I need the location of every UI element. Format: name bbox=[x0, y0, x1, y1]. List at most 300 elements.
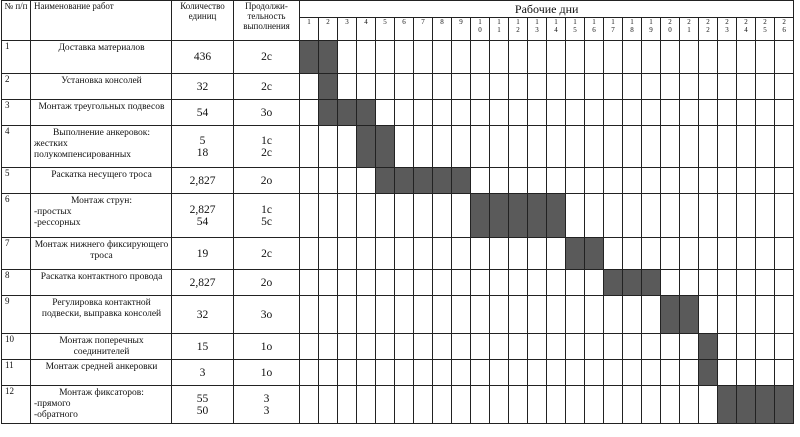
day-number-digit: 2 bbox=[706, 18, 710, 26]
quantity-value: 32 bbox=[196, 80, 209, 93]
quantity-cell bbox=[172, 126, 234, 168]
header-num: № п/п bbox=[2, 1, 31, 41]
table-row bbox=[2, 41, 794, 74]
gantt-empty-cell bbox=[357, 386, 376, 424]
quantity-value: 3 bbox=[199, 366, 206, 379]
gantt-empty-cell bbox=[642, 194, 661, 238]
gantt-bar-cell bbox=[376, 168, 395, 194]
gantt-empty-cell bbox=[452, 194, 471, 238]
gantt-empty-cell bbox=[566, 41, 585, 74]
gantt-empty-cell bbox=[680, 194, 699, 238]
gantt-empty-cell bbox=[756, 296, 775, 334]
day-number-13 bbox=[528, 18, 547, 41]
gantt-empty-cell bbox=[300, 238, 319, 270]
work-subitem: полукомпенсированных bbox=[34, 150, 131, 160]
gantt-empty-cell bbox=[547, 74, 566, 100]
day-number-23 bbox=[718, 18, 737, 41]
day-number-15 bbox=[566, 18, 585, 41]
gantt-empty-cell bbox=[452, 41, 471, 74]
quantity-value: 18 bbox=[196, 146, 209, 159]
gantt-empty-cell bbox=[775, 270, 794, 296]
gantt-empty-cell bbox=[661, 238, 680, 270]
gantt-empty-cell bbox=[471, 360, 490, 386]
duration-cell bbox=[234, 238, 300, 270]
gantt-empty-cell bbox=[718, 270, 737, 296]
day-number-17 bbox=[604, 18, 623, 41]
gantt-empty-cell bbox=[642, 126, 661, 168]
gantt-empty-cell bbox=[395, 296, 414, 334]
work-name-cell bbox=[31, 386, 172, 424]
gantt-empty-cell bbox=[395, 194, 414, 238]
gantt-empty-cell bbox=[775, 126, 794, 168]
duration-value: 3 bbox=[263, 404, 270, 417]
gantt-empty-cell bbox=[680, 386, 699, 424]
gantt-empty-cell bbox=[642, 74, 661, 100]
gantt-empty-cell bbox=[547, 334, 566, 360]
gantt-empty-cell bbox=[661, 270, 680, 296]
gantt-empty-cell bbox=[680, 360, 699, 386]
gantt-empty-cell bbox=[433, 296, 452, 334]
gantt-empty-cell bbox=[528, 168, 547, 194]
quantity-cell bbox=[172, 238, 234, 270]
day-number-16 bbox=[585, 18, 604, 41]
duration-value: 3о bbox=[260, 106, 273, 119]
table-row bbox=[2, 194, 794, 238]
gantt-empty-cell bbox=[338, 74, 357, 100]
gantt-empty-cell bbox=[452, 74, 471, 100]
gantt-empty-cell bbox=[433, 386, 452, 424]
day-number-digit: 9 bbox=[649, 26, 653, 34]
gantt-empty-cell bbox=[566, 270, 585, 296]
gantt-empty-cell bbox=[585, 334, 604, 360]
work-name-cell bbox=[31, 126, 172, 168]
gantt-empty-cell bbox=[604, 334, 623, 360]
gantt-empty-cell bbox=[471, 334, 490, 360]
gantt-empty-cell bbox=[718, 126, 737, 168]
table-row bbox=[2, 238, 794, 270]
gantt-bar-cell bbox=[775, 386, 794, 424]
gantt-empty-cell bbox=[547, 126, 566, 168]
day-number-digit: 2 bbox=[782, 18, 786, 26]
gantt-empty-cell bbox=[471, 296, 490, 334]
gantt-empty-cell bbox=[604, 41, 623, 74]
quantity-value: 2,827 bbox=[189, 203, 216, 216]
gantt-bar-cell bbox=[737, 386, 756, 424]
day-number-digit: 1 bbox=[497, 18, 501, 26]
quantity-cell bbox=[172, 270, 234, 296]
gantt-empty-cell bbox=[661, 126, 680, 168]
work-name-cell bbox=[31, 41, 172, 74]
gantt-empty-cell bbox=[661, 41, 680, 74]
table-row bbox=[2, 296, 794, 334]
gantt-empty-cell bbox=[490, 334, 509, 360]
gantt-empty-cell bbox=[433, 194, 452, 238]
gantt-empty-cell bbox=[471, 238, 490, 270]
quantity-cell bbox=[172, 194, 234, 238]
row-number: 5 bbox=[2, 168, 31, 194]
gantt-empty-cell bbox=[699, 194, 718, 238]
gantt-empty-cell bbox=[357, 194, 376, 238]
day-number-3 bbox=[338, 18, 357, 41]
gantt-bar-cell bbox=[319, 100, 338, 126]
gantt-empty-cell bbox=[680, 168, 699, 194]
gantt-empty-cell bbox=[509, 334, 528, 360]
gantt-bar-cell bbox=[452, 168, 471, 194]
gantt-empty-cell bbox=[300, 74, 319, 100]
day-number-digit: 3 bbox=[535, 26, 539, 34]
work-name: Установка консолей bbox=[61, 76, 142, 86]
gantt-empty-cell bbox=[642, 41, 661, 74]
gantt-empty-cell bbox=[775, 238, 794, 270]
gantt-empty-cell bbox=[604, 386, 623, 424]
gantt-empty-cell bbox=[604, 360, 623, 386]
gantt-empty-cell bbox=[509, 41, 528, 74]
gantt-empty-cell bbox=[357, 270, 376, 296]
gantt-empty-cell bbox=[699, 168, 718, 194]
duration-cell bbox=[234, 100, 300, 126]
day-number-digit: 2 bbox=[668, 18, 672, 26]
gantt-empty-cell bbox=[433, 74, 452, 100]
day-number-digit: 1 bbox=[307, 18, 311, 26]
day-number-7 bbox=[414, 18, 433, 41]
day-number-digit: 2 bbox=[725, 18, 729, 26]
gantt-empty-cell bbox=[414, 386, 433, 424]
day-number-11 bbox=[490, 18, 509, 41]
gantt-empty-cell bbox=[737, 74, 756, 100]
day-number-10 bbox=[471, 18, 490, 41]
gantt-empty-cell bbox=[376, 194, 395, 238]
gantt-bar-cell bbox=[547, 194, 566, 238]
gantt-empty-cell bbox=[737, 296, 756, 334]
gantt-empty-cell bbox=[509, 74, 528, 100]
day-number-21 bbox=[680, 18, 699, 41]
gantt-empty-cell bbox=[680, 238, 699, 270]
table-row bbox=[2, 386, 794, 424]
gantt-empty-cell bbox=[471, 74, 490, 100]
gantt-empty-cell bbox=[490, 126, 509, 168]
row-number: 2 bbox=[2, 74, 31, 100]
gantt-empty-cell bbox=[699, 238, 718, 270]
work-name: Выполнение анкеровок: bbox=[52, 128, 151, 138]
gantt-empty-cell bbox=[547, 296, 566, 334]
gantt-empty-cell bbox=[528, 100, 547, 126]
gantt-empty-cell bbox=[319, 296, 338, 334]
gantt-empty-cell bbox=[300, 194, 319, 238]
gantt-empty-cell bbox=[319, 238, 338, 270]
row-number: 6 bbox=[2, 194, 31, 238]
gantt-empty-cell bbox=[338, 334, 357, 360]
work-name: Монтаж средней анкеровки bbox=[45, 362, 158, 372]
gantt-empty-cell bbox=[718, 360, 737, 386]
gantt-bar-cell bbox=[699, 360, 718, 386]
work-name: Раскатка несущего троса bbox=[51, 170, 152, 180]
day-number-digit: 2 bbox=[687, 18, 691, 26]
gantt-empty-cell bbox=[509, 126, 528, 168]
header-working-days: Рабочие дни bbox=[300, 1, 794, 18]
gantt-empty-cell bbox=[699, 126, 718, 168]
gantt-empty-cell bbox=[756, 168, 775, 194]
day-number-digit: 3 bbox=[725, 26, 729, 34]
gantt-empty-cell bbox=[547, 238, 566, 270]
gantt-empty-cell bbox=[566, 360, 585, 386]
gantt-empty-cell bbox=[737, 360, 756, 386]
gantt-empty-cell bbox=[300, 360, 319, 386]
gantt-empty-cell bbox=[623, 296, 642, 334]
gantt-empty-cell bbox=[547, 270, 566, 296]
work-subitem: -простых bbox=[34, 207, 72, 217]
day-number-digit: 0 bbox=[478, 26, 482, 34]
header-qty: Количество единиц bbox=[172, 1, 234, 41]
gantt-empty-cell bbox=[737, 168, 756, 194]
gantt-empty-cell bbox=[642, 100, 661, 126]
table-row bbox=[2, 126, 794, 168]
quantity-cell bbox=[172, 100, 234, 126]
gantt-empty-cell bbox=[680, 74, 699, 100]
row-number: 12 bbox=[2, 386, 31, 424]
gantt-empty-cell bbox=[547, 41, 566, 74]
quantity-value: 2,827 bbox=[189, 276, 216, 289]
gantt-empty-cell bbox=[642, 168, 661, 194]
gantt-empty-cell bbox=[756, 270, 775, 296]
day-number-digit: 2 bbox=[763, 18, 767, 26]
gantt-empty-cell bbox=[566, 100, 585, 126]
gantt-empty-cell bbox=[623, 100, 642, 126]
header-duration: Продолжи-тельность выполнения bbox=[234, 1, 300, 41]
gantt-empty-cell bbox=[737, 41, 756, 74]
table-row bbox=[2, 270, 794, 296]
gantt-empty-cell bbox=[699, 270, 718, 296]
work-name-cell bbox=[31, 74, 172, 100]
duration-value: 3о bbox=[260, 308, 273, 321]
gantt-empty-cell bbox=[319, 360, 338, 386]
work-name: Монтаж нижнего фиксирующего троса bbox=[34, 240, 169, 261]
gantt-empty-cell bbox=[737, 100, 756, 126]
gantt-empty-cell bbox=[395, 100, 414, 126]
gantt-empty-cell bbox=[661, 74, 680, 100]
gantt-empty-cell bbox=[300, 270, 319, 296]
gantt-empty-cell bbox=[528, 270, 547, 296]
quantity-cell bbox=[172, 386, 234, 424]
quantity-value: 2,827 bbox=[189, 174, 216, 187]
quantity-value: 50 bbox=[196, 404, 209, 417]
gantt-empty-cell bbox=[395, 41, 414, 74]
gantt-empty-cell bbox=[718, 334, 737, 360]
gantt-empty-cell bbox=[737, 270, 756, 296]
quantity-value: 436 bbox=[193, 51, 212, 63]
gantt-empty-cell bbox=[414, 296, 433, 334]
gantt-empty-cell bbox=[737, 194, 756, 238]
gantt-empty-cell bbox=[376, 360, 395, 386]
gantt-empty-cell bbox=[642, 334, 661, 360]
quantity-value: 32 bbox=[196, 308, 209, 321]
gantt-empty-cell bbox=[585, 126, 604, 168]
gantt-empty-cell bbox=[509, 238, 528, 270]
table-row bbox=[2, 168, 794, 194]
work-name-cell bbox=[31, 296, 172, 334]
gantt-empty-cell bbox=[623, 360, 642, 386]
work-name: Регулировка контактной подвески, выправка консолей bbox=[41, 298, 162, 319]
gantt-empty-cell bbox=[357, 238, 376, 270]
header-name: Наименование работ bbox=[31, 1, 172, 41]
gantt-empty-cell bbox=[357, 74, 376, 100]
gantt-empty-cell bbox=[509, 168, 528, 194]
gantt-empty-cell bbox=[756, 100, 775, 126]
day-number-19 bbox=[642, 18, 661, 41]
gantt-empty-cell bbox=[319, 386, 338, 424]
gantt-empty-cell bbox=[756, 238, 775, 270]
gantt-empty-cell bbox=[623, 386, 642, 424]
gantt-empty-cell bbox=[528, 360, 547, 386]
row-number: 8 bbox=[2, 270, 31, 296]
table-row bbox=[2, 74, 794, 100]
gantt-empty-cell bbox=[642, 296, 661, 334]
table-row bbox=[2, 100, 794, 126]
gantt-empty-cell bbox=[395, 238, 414, 270]
work-name: Монтаж фиксаторов: bbox=[59, 388, 144, 398]
gantt-empty-cell bbox=[509, 270, 528, 296]
day-number-5 bbox=[376, 18, 395, 41]
gantt-empty-cell bbox=[433, 360, 452, 386]
gantt-empty-cell bbox=[718, 296, 737, 334]
day-number-digit: 1 bbox=[592, 18, 596, 26]
duration-value: 1о bbox=[260, 366, 273, 379]
gantt-empty-cell bbox=[319, 334, 338, 360]
gantt-empty-cell bbox=[623, 238, 642, 270]
gantt-bar-cell bbox=[338, 100, 357, 126]
quantity-cell bbox=[172, 168, 234, 194]
work-name: Монтаж струн: bbox=[70, 196, 133, 206]
gantt-empty-cell bbox=[357, 360, 376, 386]
day-number-digit: 1 bbox=[687, 26, 691, 34]
gantt-empty-cell bbox=[319, 168, 338, 194]
gantt-empty-cell bbox=[452, 386, 471, 424]
gantt-empty-cell bbox=[433, 334, 452, 360]
duration-value: 2с bbox=[261, 146, 272, 159]
day-number-9 bbox=[452, 18, 471, 41]
gantt-empty-cell bbox=[775, 41, 794, 74]
gantt-bar-cell bbox=[756, 386, 775, 424]
day-number-digit: 4 bbox=[364, 18, 368, 26]
quantity-cell bbox=[172, 296, 234, 334]
day-number-20 bbox=[661, 18, 680, 41]
day-number-6 bbox=[395, 18, 414, 41]
gantt-empty-cell bbox=[414, 100, 433, 126]
work-name: Монтаж треугольных подвесов bbox=[38, 102, 165, 112]
gantt-empty-cell bbox=[718, 74, 737, 100]
gantt-empty-cell bbox=[490, 168, 509, 194]
day-number-digit: 2 bbox=[516, 26, 520, 34]
gantt-empty-cell bbox=[452, 126, 471, 168]
day-number-digit: 5 bbox=[383, 18, 387, 26]
gantt-empty-cell bbox=[528, 334, 547, 360]
gantt-empty-cell bbox=[642, 360, 661, 386]
gantt-empty-cell bbox=[376, 334, 395, 360]
gantt-empty-cell bbox=[756, 360, 775, 386]
gantt-bar-cell bbox=[699, 334, 718, 360]
gantt-empty-cell bbox=[775, 194, 794, 238]
gantt-empty-cell bbox=[452, 296, 471, 334]
gantt-empty-cell bbox=[585, 360, 604, 386]
gantt-empty-cell bbox=[718, 238, 737, 270]
row-number: 1 bbox=[2, 41, 31, 74]
gantt-empty-cell bbox=[585, 100, 604, 126]
gantt-empty-cell bbox=[528, 238, 547, 270]
gantt-empty-cell bbox=[566, 168, 585, 194]
work-name: Доставка материалов bbox=[58, 43, 145, 53]
gantt-empty-cell bbox=[490, 386, 509, 424]
gantt-empty-cell bbox=[585, 386, 604, 424]
work-name-cell bbox=[31, 238, 172, 270]
gantt-empty-cell bbox=[661, 386, 680, 424]
work-name: Монтаж поперечных соединителей bbox=[59, 336, 144, 357]
header-row bbox=[2, 1, 794, 18]
day-number-digit: 2 bbox=[744, 18, 748, 26]
gantt-empty-cell bbox=[338, 126, 357, 168]
gantt-empty-cell bbox=[414, 74, 433, 100]
gantt-empty-cell bbox=[509, 360, 528, 386]
gantt-empty-cell bbox=[395, 270, 414, 296]
day-number-24 bbox=[737, 18, 756, 41]
day-number-2 bbox=[319, 18, 338, 41]
quantity-value: 5 bbox=[199, 134, 206, 147]
gantt-empty-cell bbox=[319, 270, 338, 296]
duration-value: 2о bbox=[260, 276, 273, 289]
day-number-digit: 8 bbox=[630, 26, 634, 34]
day-number-digit: 5 bbox=[763, 26, 767, 34]
gantt-empty-cell bbox=[490, 238, 509, 270]
work-name: Раскатка контактного провода bbox=[40, 272, 163, 282]
gantt-bar-cell bbox=[604, 270, 623, 296]
gantt-empty-cell bbox=[699, 296, 718, 334]
duration-value: 2с bbox=[261, 247, 272, 260]
gantt-empty-cell bbox=[338, 238, 357, 270]
day-number-digit: 6 bbox=[782, 26, 786, 34]
gantt-empty-cell bbox=[452, 360, 471, 386]
gantt-empty-cell bbox=[357, 296, 376, 334]
day-number-18 bbox=[623, 18, 642, 41]
row-number: 7 bbox=[2, 238, 31, 270]
gantt-empty-cell bbox=[471, 168, 490, 194]
gantt-empty-cell bbox=[756, 334, 775, 360]
day-number-1 bbox=[300, 18, 319, 41]
gantt-empty-cell bbox=[775, 100, 794, 126]
gantt-empty-cell bbox=[338, 168, 357, 194]
gantt-empty-cell bbox=[756, 126, 775, 168]
day-number-26 bbox=[775, 18, 794, 41]
gantt-empty-cell bbox=[471, 126, 490, 168]
gantt-empty-cell bbox=[604, 194, 623, 238]
gantt-empty-cell bbox=[300, 126, 319, 168]
gantt-empty-cell bbox=[433, 238, 452, 270]
duration-cell bbox=[234, 194, 300, 238]
gantt-empty-cell bbox=[604, 296, 623, 334]
day-number-8 bbox=[433, 18, 452, 41]
gantt-empty-cell bbox=[338, 41, 357, 74]
gantt-empty-cell bbox=[661, 100, 680, 126]
row-number: 3 bbox=[2, 100, 31, 126]
gantt-empty-cell bbox=[566, 386, 585, 424]
gantt-empty-cell bbox=[756, 41, 775, 74]
gantt-empty-cell bbox=[490, 270, 509, 296]
gantt-empty-cell bbox=[585, 41, 604, 74]
gantt-empty-cell bbox=[414, 270, 433, 296]
day-number-digit: 1 bbox=[535, 18, 539, 26]
gantt-bar-cell bbox=[471, 194, 490, 238]
gantt-empty-cell bbox=[395, 126, 414, 168]
gantt-empty-cell bbox=[376, 238, 395, 270]
quantity-cell bbox=[172, 334, 234, 360]
day-number-digit: 1 bbox=[554, 18, 558, 26]
